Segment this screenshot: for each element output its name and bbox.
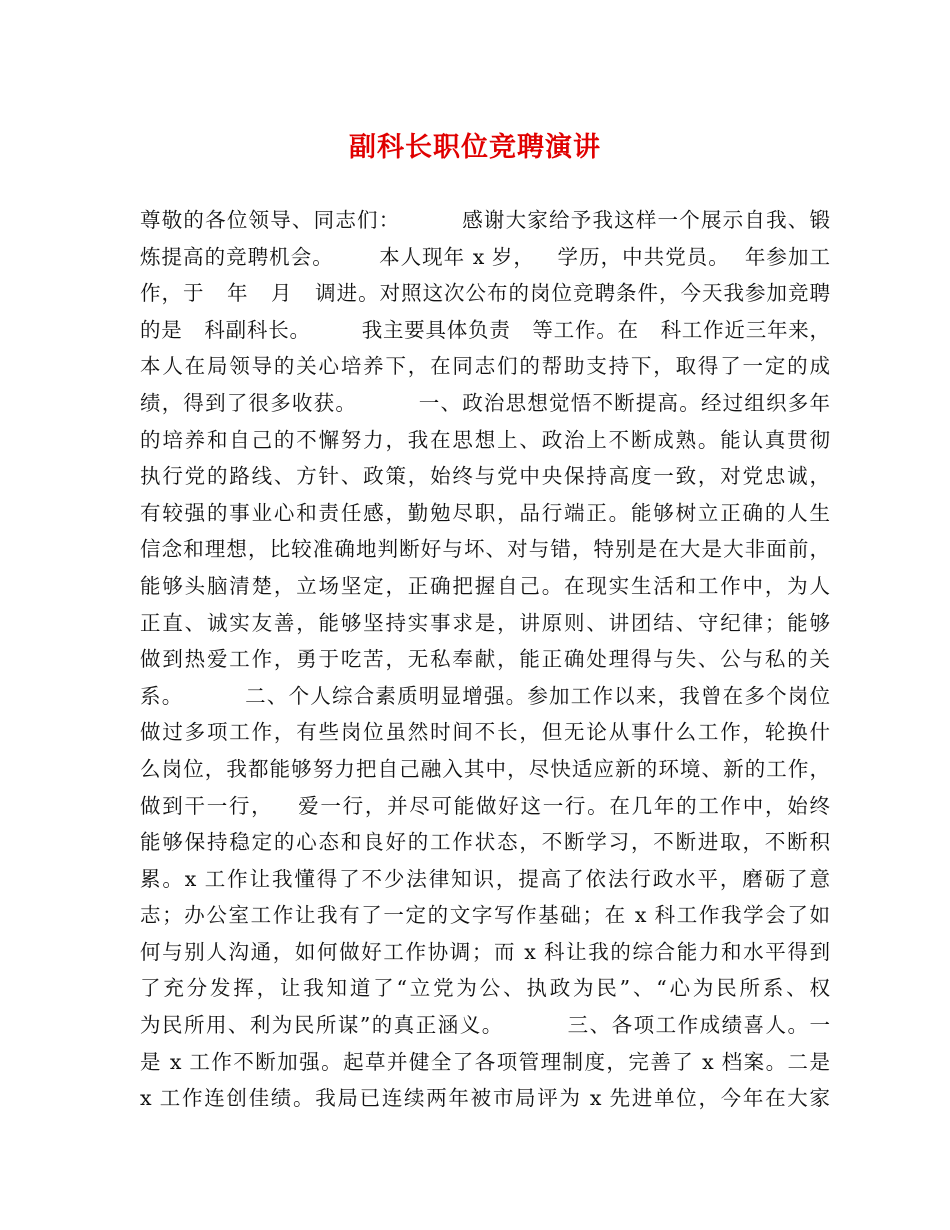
text-line: 尊敬的各位领导、同志们： 感谢大家给予我这样一个展示自我、锻 bbox=[140, 208, 830, 232]
text-line: 做过多项工作，有些岗位虽然时间不长，但无论从事什么工作，轮换什 bbox=[140, 720, 830, 745]
text-line: 有较强的事业心和责任感，勤勉尽职，品行端正。能够树立正确的人生 bbox=[140, 500, 830, 525]
text-line: x 工作连创佳绩。我局已连续两年被市局评为 x 先进单位，今年在大家 bbox=[140, 1086, 830, 1111]
text-line: 绩，得到了很多收获。 一、政治思想觉悟不断提高。经过组织多年 bbox=[140, 390, 830, 415]
text-line: 了充分发挥，让我知道了“立党为公、执政为民”、“心为民所系、权 bbox=[140, 976, 830, 1001]
text-line: 本人在局领导的关心培养下，在同志们的帮助支持下，取得了一定的成 bbox=[140, 354, 830, 379]
body-text bbox=[140, 202, 830, 1117]
text-line: 做到干一行， 爱一行，并尽可能做好这一行。在几年的工作中，始终 bbox=[140, 793, 830, 818]
text-line: 做到热爱工作，勇于吃苦，无私奉献，能正确处理得与失、公与私的关 bbox=[140, 647, 830, 672]
text-line: 作，于 年 月 调进。对照这次公布的岗位竞聘条件，今天我参加竞聘 bbox=[140, 281, 830, 306]
text-line: 能够头脑清楚，立场坚定，正确把握自己。在现实生活和工作中，为人 bbox=[140, 573, 830, 598]
text-line: 炼提高的竞聘机会。 本人现年 x 岁， 学历，中共党员。 年参加工 bbox=[140, 244, 830, 269]
text-line: 累。x 工作让我懂得了不少法律知识，提高了依法行政水平，磨砺了意 bbox=[140, 866, 830, 891]
text-line: 志；办公室工作让我有了一定的文字写作基础；在 x 科工作我学会了如 bbox=[140, 903, 830, 928]
text-line: 是 x 工作不断加强。起草并健全了各项管理制度，完善了 x 档案。二是 bbox=[140, 1049, 830, 1074]
page-title: 副科长职位竞聘演讲 bbox=[349, 132, 601, 163]
text-line: 么岗位，我都能够努力把自己融入其中，尽快适应新的环境、新的工作， bbox=[140, 756, 830, 781]
text-line: 系。 二、个人综合素质明显增强。参加工作以来，我曾在多个岗位 bbox=[140, 683, 830, 708]
text-line: 何与别人沟通，如何做好工作协调；而 x 科让我的综合能力和水平得到 bbox=[140, 939, 830, 964]
text-line: 的是 科副科长。 我主要具体负责 等工作。在 科工作近三年来， bbox=[140, 317, 830, 342]
text-line: 信念和理想，比较准确地判断好与坏、对与错，特别是在大是大非面前， bbox=[140, 537, 830, 562]
text-line: 正直、诚实友善，能够坚持实事求是，讲原则、讲团结、守纪律；能够 bbox=[140, 610, 830, 635]
text-line: 能够保持稳定的心态和良好的工作状态，不断学习，不断进取，不断积 bbox=[140, 830, 830, 855]
text-line: 为民所用、利为民所谋”的真正涵义。 三、各项工作成绩喜人。一 bbox=[140, 1013, 830, 1038]
text-line: 执行党的路线、方针、政策，始终与党中央保持高度一致，对党忠诚， bbox=[140, 464, 830, 489]
text-line: 的培养和自己的不懈努力，我在思想上、政治上不断成熟。能认真贯彻 bbox=[140, 427, 830, 452]
